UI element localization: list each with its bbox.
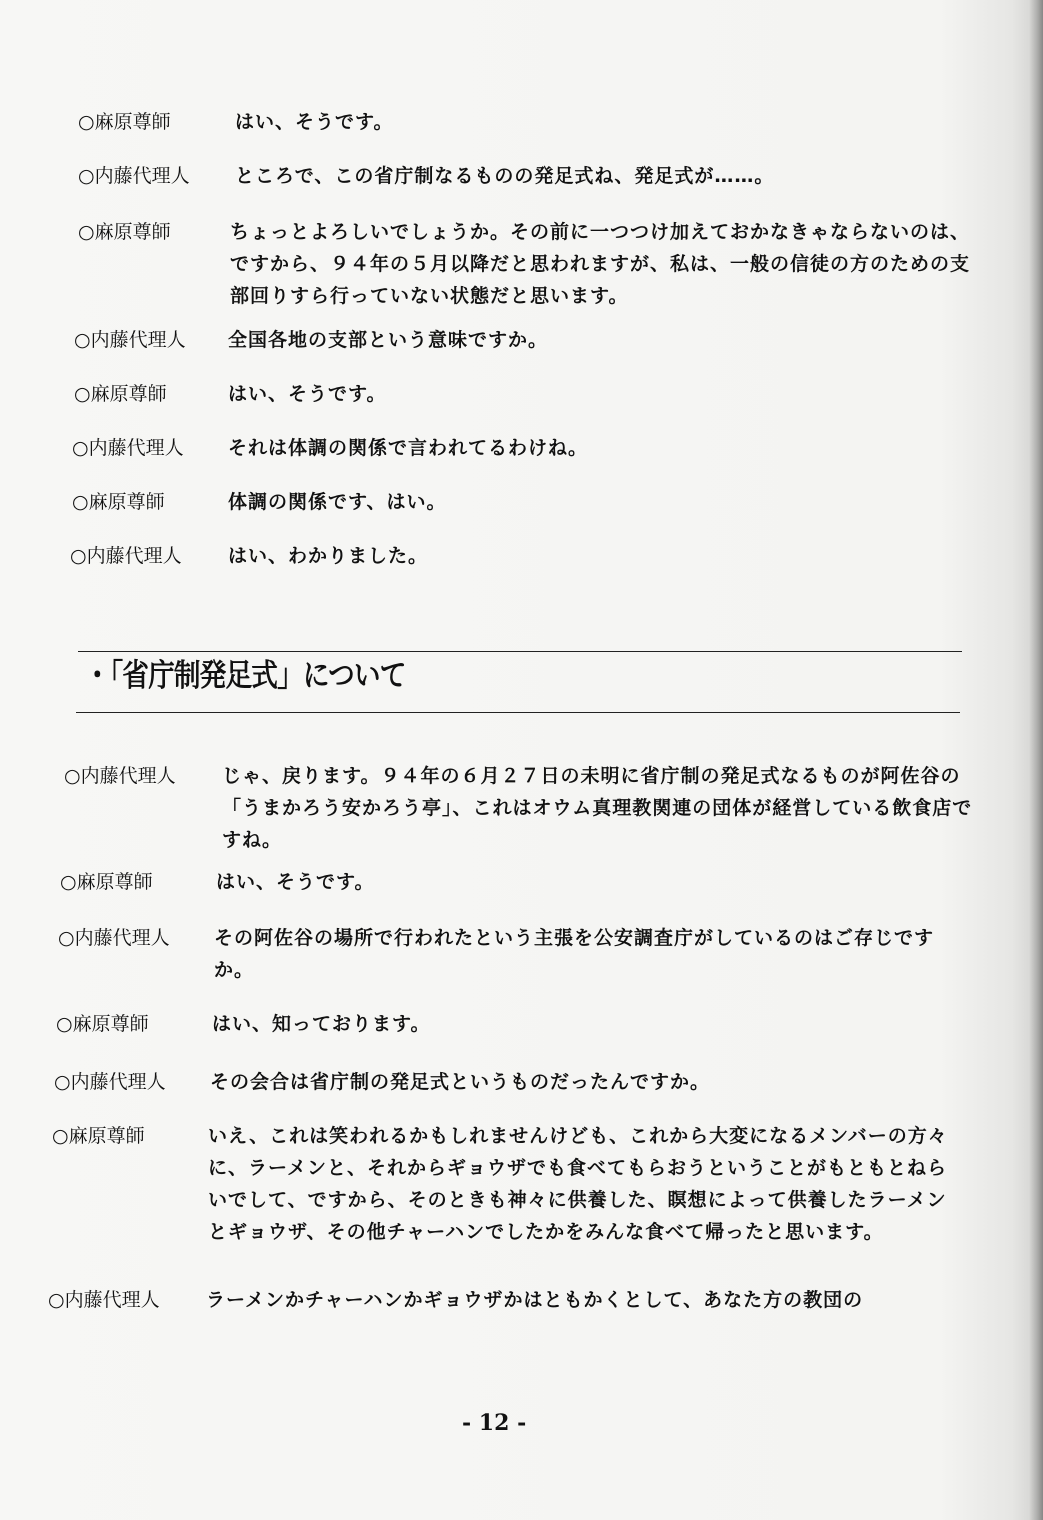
page-number: - 12 -: [462, 1410, 527, 1436]
speech-text: それは体調の関係で言われてるわけね。: [228, 437, 589, 459]
dialogue-entry: [52, 1120, 962, 1280]
speaker-label: ○麻原尊師: [78, 221, 171, 243]
speech-text: ちょっとよろしいでしょうか。その前に一つつけ加えておかなきゃならないのは、ですから、９４年の５月以降だと思われますが、私は、一般の信徒の方のための支部回りすら行っていない状態だと思います。: [230, 221, 971, 307]
speaker-label: ○内藤代理人: [48, 1289, 160, 1311]
speaker-label: ○麻原尊師: [56, 1013, 149, 1035]
dialogue-entry: [60, 866, 970, 898]
speech-text: いえ、これは笑われるかもしれませんけども、これから大変になるメンバーの方々に、ラーメンと、それからギョウザでも食べてもらおうということがもともとねらいでして、ですから、そのときも神々に供養した、瞑想によって供養したラーメンとギョウザ、その他チャーハンでしたかをみんな食べて帰ったと思います。: [208, 1125, 948, 1243]
dialogue-entry: [74, 324, 974, 356]
dialogue-entry: [56, 1008, 966, 1040]
dialogue-entry: [48, 1284, 968, 1316]
speaker-label: ○内藤代理人: [74, 329, 186, 351]
speaker-label: ○内藤代理人: [70, 545, 182, 567]
page-edge-shadow: [1029, 0, 1043, 1520]
speech-text: ラーメンかチャーハンかギョウザかはともかくとして、あなた方の教団の: [206, 1289, 864, 1311]
speech-text: はい、わかりました。: [228, 545, 429, 567]
speech-text: はい、そうです。: [228, 383, 387, 405]
dialogue-entry: [58, 922, 968, 986]
dialogue-entry: [74, 378, 974, 410]
speaker-label: ○麻原尊師: [78, 111, 171, 133]
speech-text: はい、そうです。: [216, 871, 375, 893]
speaker-label: ○麻原尊師: [60, 871, 153, 893]
dialogue-entry: [72, 432, 972, 464]
section-rule-top: [78, 651, 962, 652]
speech-text: 体調の関係です、はい。: [228, 491, 447, 513]
dialogue-entry: [72, 486, 972, 518]
dialogue-entry: [54, 1066, 964, 1098]
section-rule-bottom: [76, 712, 960, 713]
speech-text: はい、そうです。: [235, 111, 394, 133]
speech-text: はい、知っております。: [212, 1013, 431, 1035]
speaker-label: ○内藤代理人: [72, 437, 184, 459]
speaker-label: ○内藤代理人: [64, 765, 176, 787]
speaker-label: ○内藤代理人: [58, 927, 170, 949]
speaker-label: ○内藤代理人: [78, 165, 190, 187]
dialogue-entry: [64, 760, 974, 856]
dialogue-entry: [78, 106, 978, 138]
speech-text: 全国各地の支部という意味ですか。: [228, 329, 549, 351]
section-title: ・「省庁制発足式」について: [84, 658, 406, 694]
speaker-label: ○麻原尊師: [72, 491, 165, 513]
speech-text: その阿佐谷の場所で行われたという主張を公安調査庁がしているのはご存じですか。: [214, 927, 935, 981]
speech-text: じゃ、戻ります。９４年の６月２７日の未明に省庁制の発足式なるものが阿佐谷の「うまかろう安かろう亭」、これはオウム真理教関連の団体が経営している飲食店ですね。: [222, 765, 973, 851]
speech-text: その会合は省庁制の発足式というものだったんですか。: [210, 1071, 711, 1093]
speech-text: ところで、この省庁制なるものの発足式ね、発足式が……。: [235, 165, 775, 187]
dialogue-entry: [70, 540, 970, 572]
dialogue-entry: [78, 216, 978, 312]
speaker-label: ○麻原尊師: [74, 383, 167, 405]
speaker-label: ○麻原尊師: [52, 1125, 145, 1147]
dialogue-entry: [78, 160, 978, 192]
speaker-label: ○内藤代理人: [54, 1071, 166, 1093]
